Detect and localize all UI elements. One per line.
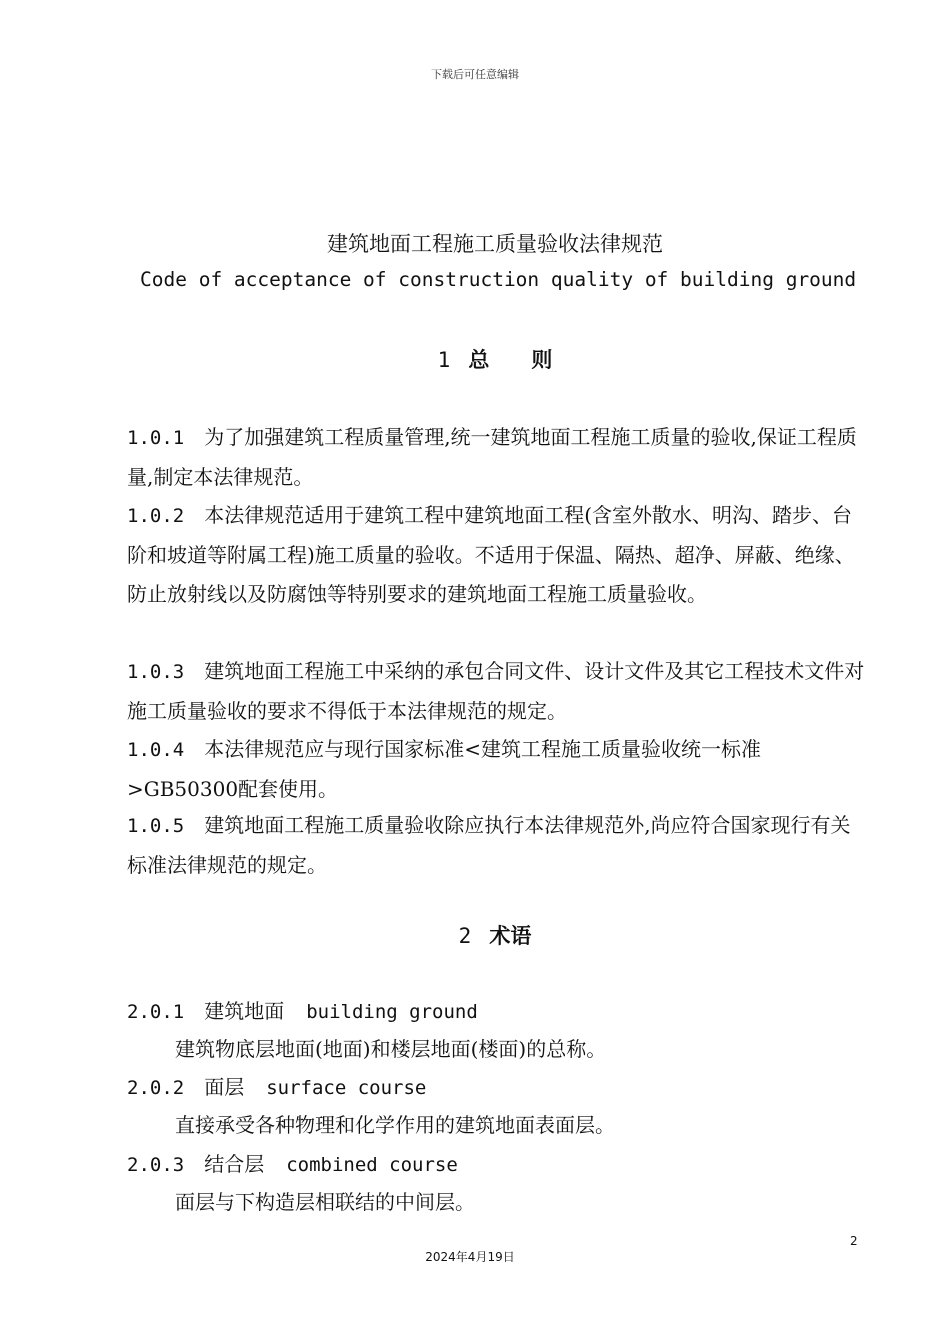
clause-number: 1.0.4 <box>127 739 185 761</box>
clause-number: 1.0.2 <box>127 505 185 527</box>
header-note: 下载后可任意编辑 <box>431 68 519 81</box>
term-number: 2.0.3 <box>127 1154 185 1176</box>
section-number: 2 <box>458 924 472 948</box>
clause-text: 本法律规范应与现行国家标准<建筑工程施工质量验收统一标准>GB50300配套使用。 <box>127 737 761 801</box>
term-cn: 建筑地面 <box>204 999 285 1023</box>
term-cn: 结合层 <box>204 1152 265 1176</box>
clause-text: 本法律规范适用于建筑工程中建筑地面工程(含室外散水、明沟、踏步、台阶和坡道等附属工程)施工质量的验收。不适用于保温、隔热、超净、屏蔽、绝缘、防止放射线以及防腐蚀等特别要求的建筑地面工程施工质量验收。 <box>127 503 855 606</box>
term-2-0-2 <box>127 1068 867 1107</box>
clause-text: 建筑地面工程施工质量验收除应执行本法律规范外,尚应符合国家现行有关标准法律规范的规定。 <box>127 813 851 877</box>
term-2-0-1 <box>127 992 867 1031</box>
term-cn: 面层 <box>204 1075 245 1099</box>
clause-1-0-3 <box>127 652 867 731</box>
term-definition: 建筑物底层地面(地面)和楼层地面(楼面)的总称。 <box>175 1037 607 1061</box>
term-definition: 直接承受各种物理和化学作用的建筑地面表面层。 <box>175 1113 615 1137</box>
term-en: combined course <box>286 1154 458 1176</box>
section-number: 1 <box>437 348 451 372</box>
clause-1-0-4 <box>127 730 867 809</box>
clause-1-0-1 <box>127 418 867 497</box>
term-number: 2.0.1 <box>127 1001 185 1023</box>
term-en: surface course <box>266 1077 427 1099</box>
document-title-cn: 建筑地面工程施工质量验收法律规范 <box>327 232 663 256</box>
clause-1-0-5 <box>127 806 867 885</box>
document-title-en: Code of acceptance of construction quality of building ground <box>140 268 857 291</box>
term-number: 2.0.2 <box>127 1077 185 1099</box>
clause-text: 为了加强建筑工程质量管理,统一建筑地面工程施工质量的验收,保证工程质量,制定本法律规范。 <box>127 425 857 489</box>
clause-1-0-2 <box>127 496 867 614</box>
clause-number: 1.0.3 <box>127 661 185 683</box>
clause-number: 1.0.1 <box>127 427 185 449</box>
clause-number: 1.0.5 <box>127 815 185 837</box>
clause-text: 建筑地面工程施工中采纳的承包合同文件、设计文件及其它工程技术文件对施工质量验收的要求不得低于本法律规范的规定。 <box>127 659 865 723</box>
section-title: 术语 <box>489 923 532 948</box>
term-2-0-3 <box>127 1145 867 1184</box>
section-title: 总 则 <box>468 347 553 372</box>
term-en: building ground <box>306 1001 478 1023</box>
page-number: 2 <box>850 1234 858 1248</box>
section-heading-1 <box>0 344 950 374</box>
term-definition: 面层与下构造层相联结的中间层。 <box>175 1190 475 1214</box>
footer-date: 2024年4月19日 <box>425 1250 515 1264</box>
section-heading-2 <box>0 920 950 950</box>
